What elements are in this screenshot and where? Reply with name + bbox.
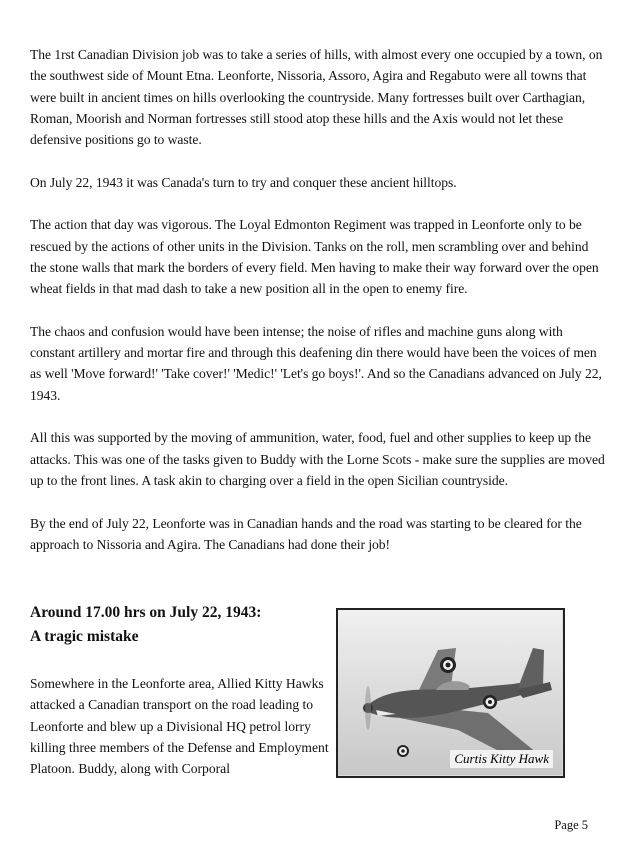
wing-roundel-center — [446, 663, 451, 668]
lower-wing-roundel-center — [401, 749, 405, 753]
section-heading-line-2: A tragic mistake — [30, 628, 139, 645]
main-body-text — [30, 44, 605, 576]
section-heading — [30, 601, 330, 649]
paragraph-1: The 1rst Canadian Division job was to take a series of hills, with almost every one occupied by a town, on the southwest side of Mount Etna. Leonforte, Nissoria, Assoro, Agira and Regabuto were all towns that were built in ancient times on hills overlooking the countryside. Many fortresses built over Carthagian, Roman, Moorish and Norman fortresses still stood atop these hills and the Axis would not let these defensive positions go to waste. — [30, 47, 603, 148]
paragraph-5: All this was supported by the moving of ammunition, water, food, fuel and other supplies to keep up the attacks. This was one of the tasks given to Buddy with the Lorne Scots - make sure the supplies are moved up to the front lines. A task akin to charging over a field in the open Sicilian countryside. — [30, 430, 605, 488]
section-heading-line-1: Around 17.00 hrs on July 22, 1943: — [30, 604, 262, 621]
page-number: Page 5 — [554, 818, 588, 832]
paragraph-2: On July 22, 1943 it was Canada's turn to try and conquer these ancient hilltops. — [30, 174, 457, 190]
photo-caption: Curtis Kitty Hawk — [450, 750, 553, 768]
propeller-blur — [365, 686, 371, 730]
fuselage-roundel-center — [488, 700, 492, 704]
paragraph-6: By the end of July 22, Leonforte was in Canadian hands and the road was starting to be cleared for the approach to Nissoria and Agira. The Canadians had done their job! — [30, 515, 582, 552]
section-body-text: Somewhere in the Leonforte area, Allied Kitty Hawks attacked a Canadian transport on the road leading to Leonforte and blew up a Divisional HQ petrol lorry killing three members of the Defense and Employment Platoon. Buddy, along with Corporal — [30, 676, 329, 777]
paragraph-4: The chaos and confusion would have been intense; the noise of rifles and machine guns along with constant artillery and mortar fire and through this deafening din there would have been the voices of men as well 'Move forward!' 'Take cover!' 'Medic!' 'Let's go boys!'. And so the Canadians advanced on July 22, 1943. — [30, 323, 602, 403]
kitty-hawk-photo — [336, 608, 565, 778]
paragraph-3: The action that day was vigorous. The Loyal Edmonton Regiment was trapped in Leonforte only to be rescued by the actions of other units in the Division. Tanks on the roll, men scrambling over and behind the stone walls that mark the borders of every field. Men having to make their way forward over the open wheat fields in that mad dash to take a new position all in the open to enemy fire. — [30, 217, 599, 297]
